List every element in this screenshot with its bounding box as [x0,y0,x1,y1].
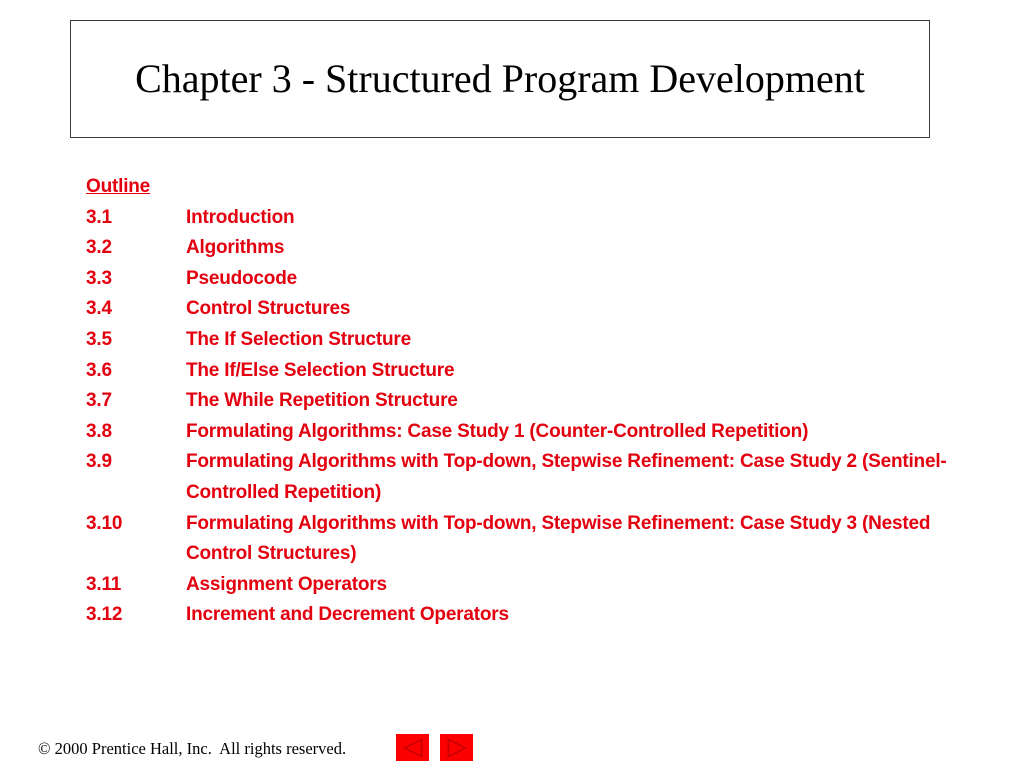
outline-item-label: Assignment Operators [186,573,387,595]
outline-item-label: Algorithms [186,237,285,259]
outline-item-label: The While Repetition Structure [186,390,458,412]
outline-item [86,386,986,417]
outline-item-label: Increment and Decrement Operators [186,604,509,626]
outline-item [86,356,986,387]
outline-item-label: The If/Else Selection Structure [186,359,455,381]
outline-item [86,264,986,295]
outline-item-number: 3.12 [86,604,123,626]
previous-slide-button[interactable] [396,734,429,761]
outline-item-number: 3.3 [86,267,112,289]
outline-item [86,570,986,601]
outline-item [86,294,986,325]
outline-item [86,417,986,448]
outline-item-number: 3.9 [86,451,112,473]
outline-item-number: 3.10 [86,512,123,534]
outline-item-label: Pseudocode [186,267,297,289]
outline-item [86,447,986,508]
outline-item [86,325,986,356]
outline-item [86,203,986,234]
outline-item-number: 3.8 [86,420,112,442]
outline-item-number: 3.7 [86,390,112,412]
outline-item-label: Formulating Algorithms with Top-down, Stepwise Refinement: Case Study 2 (Sentinel-Controlled Repetition) [186,451,947,503]
outline-item-number: 3.5 [86,328,112,350]
outline-item-label: Control Structures [186,298,351,320]
outline-list [86,203,986,631]
next-slide-button[interactable] [440,734,473,761]
outline-item [86,600,986,631]
slide-title-box [70,20,930,138]
outline-item [86,233,986,264]
outline-section [86,172,986,631]
outline-item-label: Formulating Algorithms: Case Study 1 (Counter-Controlled Repetition) [186,420,809,442]
outline-item-number: 3.6 [86,359,112,381]
outline-item-number: 3.2 [86,237,112,259]
outline-heading: Outline [86,176,151,197]
outline-item-number: 3.1 [86,206,112,228]
copyright-notice: © 2000 Prentice Hall, Inc. All rights reserved. [38,739,347,758]
outline-item [86,509,986,570]
outline-item-number: 3.4 [86,298,112,320]
outline-item-number: 3.11 [86,573,122,595]
outline-item-label: Introduction [186,206,295,228]
page-title: Chapter 3 - Structured Program Development [135,56,865,101]
outline-item-label: Formulating Algorithms with Top-down, Stepwise Refinement: Case Study 3 (Nested Control Structures) [186,512,931,565]
outline-item-label: The If Selection Structure [186,328,411,350]
navigation-buttons [396,734,473,761]
